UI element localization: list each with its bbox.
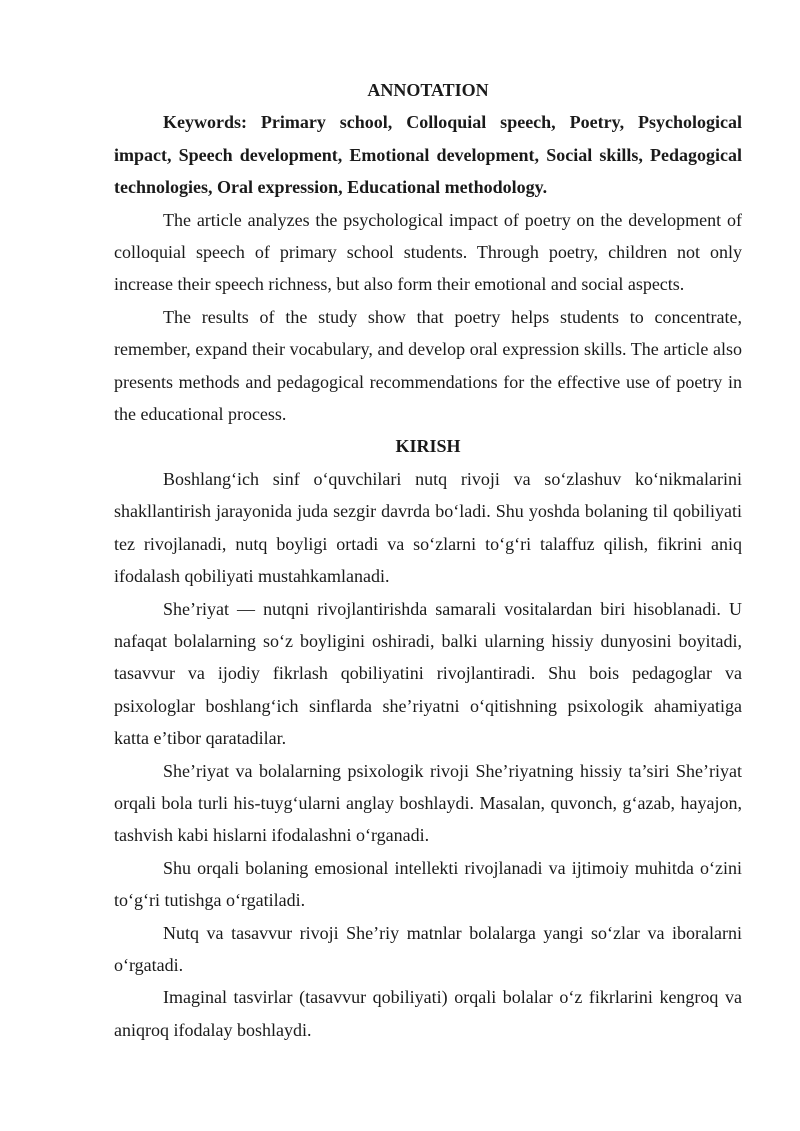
document-page bbox=[114, 74, 742, 1046]
kirish-paragraph-5: Nutq va tasavvur rivoji She’riy matnlar bolalarga yangi so‘zlar va iboralarni o‘rgatadi. bbox=[114, 922, 742, 975]
annotation-heading: ANNOTATION bbox=[367, 80, 489, 100]
kirish-paragraph-3: She’riyat va bolalarning psixologik rivoji She’riyatning hissiy ta’siri She’riyat orqali bola turli his-tuyg‘ularni anglay boshlaydi. Masalan, quvonch, g‘azab, hayajon, tashvish kabi hislarni ifodalashni o‘rganadi. bbox=[114, 760, 742, 846]
kirish-paragraph-1: Boshlang‘ich sinf o‘quvchilari nutq rivoji va so‘zlashuv ko‘nikmalarini shakllantirish jarayonida juda sezgir davrda bo‘ladi. Shu yoshda bolaning til qobiliyati tez rivojlanadi, nutq boyligi ortadi va so‘zlarni to‘g‘ri talaffuz qilish, fikrini aniq ifodalash qobiliyati mustahkamlanadi. bbox=[114, 468, 742, 587]
kirish-heading: KIRISH bbox=[395, 436, 461, 457]
annotation-paragraph-1: The article analyzes the psychological impact of poetry on the development of colloquial speech of primary school students. Through poetry, children not only increase their speech richness, but also form their emotional and social aspects. bbox=[114, 209, 742, 295]
kirish-paragraph-2: She’riyat — nutqni rivojlantirishda samarali vositalardan biri hisoblanadi. U nafaqat bolalarning so‘z boyligini oshiradi, balki ularning hissiy dunyosini boyitadi, tasavvur va ijodiy fikrlash qobiliyatini rivojlantiradi. Shu bois pedagoglar va psixologlar boshlang‘ich sinflarda she’riyatni o‘qitishning psixologik ahamiyatiga katta e’tibor qaratadilar. bbox=[114, 598, 742, 749]
annotation-paragraph-2: The results of the study show that poetry helps students to concentrate, remember, expand their vocabulary, and develop oral expression skills. The article also presents methods and pedagogical recommendations for the effective use of poetry in the educational process. bbox=[114, 306, 742, 425]
kirish-paragraph-6: Imaginal tasvirlar (tasavvur qobiliyati) orqali bolalar o‘z fikrlarini kengroq va aniqroq ifodalay boshlaydi. bbox=[114, 987, 742, 1040]
kirish-paragraph-4: Shu orqali bolaning emosional intellekti rivojlanadi va ijtimoiy muhitda o‘zini to‘g‘ri tutishga o‘rgatiladi. bbox=[114, 857, 742, 911]
keywords-paragraph: Keywords: Primary school, Colloquial speech, Poetry, Psychological impact, Speech development, Emotional development, Social skills, Pedagogical technologies, Oral expression, Educational methodology. bbox=[114, 112, 742, 198]
